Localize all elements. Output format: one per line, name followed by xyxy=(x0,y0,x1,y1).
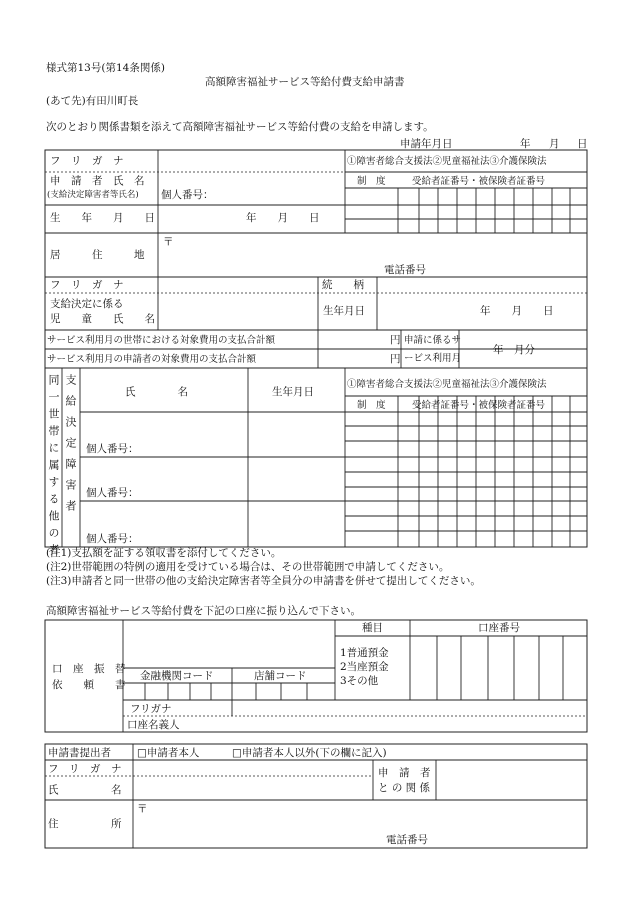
form-number: 様式第13号(第14条関係) xyxy=(46,62,165,74)
submitter-relation-label-2: と の 関 係 xyxy=(378,782,431,794)
household-laws-label: ①障害者総合支援法②児童福祉法③介護保険法 xyxy=(347,379,547,390)
service-month-label-2: ービス利用月 xyxy=(404,353,462,364)
household-dob-header: 生年月日 xyxy=(272,386,314,398)
applicant-cost-label: サービス利用月の申請者の対象費用の支払合計額 xyxy=(47,354,257,365)
child-relation-label: 続 柄 xyxy=(322,279,364,291)
bank-intro: 高額障害福祉サービス等給付費を下記の口座に振り込んで下さい。 xyxy=(46,605,361,617)
applicant-cert-label: 受給者証番号・被保険者証番号 xyxy=(412,176,546,187)
applicant-system-label: 制 度 xyxy=(357,176,386,187)
applicant-phone-label: 電話番号 xyxy=(384,264,426,276)
child-name-label-2: 児 童 氏 名 xyxy=(50,313,155,325)
bank-furigana-label: フリガナ xyxy=(130,703,172,715)
household-cert-label: 受給者証番号・被保険者証番号 xyxy=(412,400,546,411)
date-label: 申請年月日 xyxy=(400,138,453,150)
date-year-label: 年 xyxy=(520,138,531,150)
applicant-dob-value[interactable]: 年 月 日 xyxy=(246,212,320,224)
household-name-header: 氏 名 xyxy=(125,386,188,398)
bank-type-3[interactable]: 3その他 xyxy=(340,675,379,687)
submitter-label: 申請書提出者 xyxy=(48,747,111,759)
note-2: (注2)世帯範囲の特例の適用を受けている場合は、その世帯範囲で申請してください。 xyxy=(46,561,450,573)
household-side-label: 同一世帯に属する他の者 xyxy=(47,374,60,561)
household-id-1[interactable]: 個人番号： xyxy=(86,443,139,455)
note-1: (注1)支払額を証する領収書を添付してください。 xyxy=(46,547,282,559)
submitter-option-other[interactable]: □申請者本人以外(下の欄に記入) xyxy=(232,747,387,759)
note-3: (注3)申請者と同一世帯の他の支給決定障害者等全員分の申請書を併せて提出してください。 xyxy=(46,575,481,587)
service-month-value[interactable]: 年 月分 xyxy=(493,344,535,356)
applicant-dob-label: 生 年 月 日 xyxy=(50,212,155,224)
bank-account-header: 口座番号 xyxy=(478,622,520,634)
submitter-address-label: 住 所 xyxy=(48,818,122,830)
applicant-cost-yen: 円 xyxy=(390,353,401,365)
bank-code-label: 金融機関コード xyxy=(140,670,214,682)
bank-type-header: 種目 xyxy=(362,622,383,634)
household-cost-yen: 円 xyxy=(390,334,401,346)
child-dob-label: 生年月日 xyxy=(323,305,365,317)
intro-text: 次のとおり関係書類を添えて高額障害福祉サービス等給付費の支給を申請します。 xyxy=(46,121,434,133)
bank-label-1: 口 座 振 替 xyxy=(52,663,126,675)
bank-label-2: 依 頼 書 xyxy=(52,679,126,691)
addressee: (あて先)有田川町長 xyxy=(46,95,139,107)
branch-code-label: 店舗コード xyxy=(254,670,307,682)
applicant-postal-mark: 〒 xyxy=(163,236,174,248)
date-day-label: 日 xyxy=(577,138,588,150)
applicant-laws-label: ①障害者総合支援法②児童福祉法③介護保険法 xyxy=(347,156,547,167)
household-cost-label: サービス利用月の世帯における対象費用の支払合計額 xyxy=(47,335,276,346)
submitter-phone-label: 電話番号 xyxy=(386,834,428,846)
child-furigana-label: フ リ ガ ナ xyxy=(50,279,124,291)
applicant-name-label: 申 請 者 氏 名 xyxy=(50,175,145,187)
date-month-label: 月 xyxy=(549,138,560,150)
applicant-id-label[interactable]: 個人番号： xyxy=(161,189,214,201)
submitter-postal-mark: 〒 xyxy=(137,803,148,815)
submitter-option-self[interactable]: □申請者本人 xyxy=(137,747,200,759)
bank-type-2[interactable]: 2当座預金 xyxy=(340,661,389,673)
submitter-furigana-label: フ リ ガ ナ xyxy=(48,763,122,775)
applicant-furigana-label: フ リ ガ ナ xyxy=(50,155,124,167)
submitter-name-label: 氏 名 xyxy=(48,784,122,796)
bank-holder-label: 口座名義人 xyxy=(127,719,180,731)
applicant-name-sublabel: (支給決定障害者等氏名) xyxy=(47,190,139,200)
household-system-label: 制 度 xyxy=(357,400,386,411)
child-name-label-1: 支給決定に係る xyxy=(50,298,124,310)
household-id-3[interactable]: 個人番号： xyxy=(86,533,139,545)
bank-type-1[interactable]: 1普通預金 xyxy=(340,647,389,659)
service-month-label-1: 申請に係るサ xyxy=(404,335,462,346)
child-dob-value[interactable]: 年 月 日 xyxy=(480,305,554,317)
submitter-relation-label-1: 申 請 者 xyxy=(378,767,431,779)
household-id-2[interactable]: 個人番号： xyxy=(86,487,139,499)
household-side-label-2: 支給決定障害者 xyxy=(64,374,77,521)
applicant-residence-label: 居 住 地 xyxy=(50,249,145,261)
form-title: 高額障害福祉サービス等給付費支給申請書 xyxy=(205,76,405,88)
